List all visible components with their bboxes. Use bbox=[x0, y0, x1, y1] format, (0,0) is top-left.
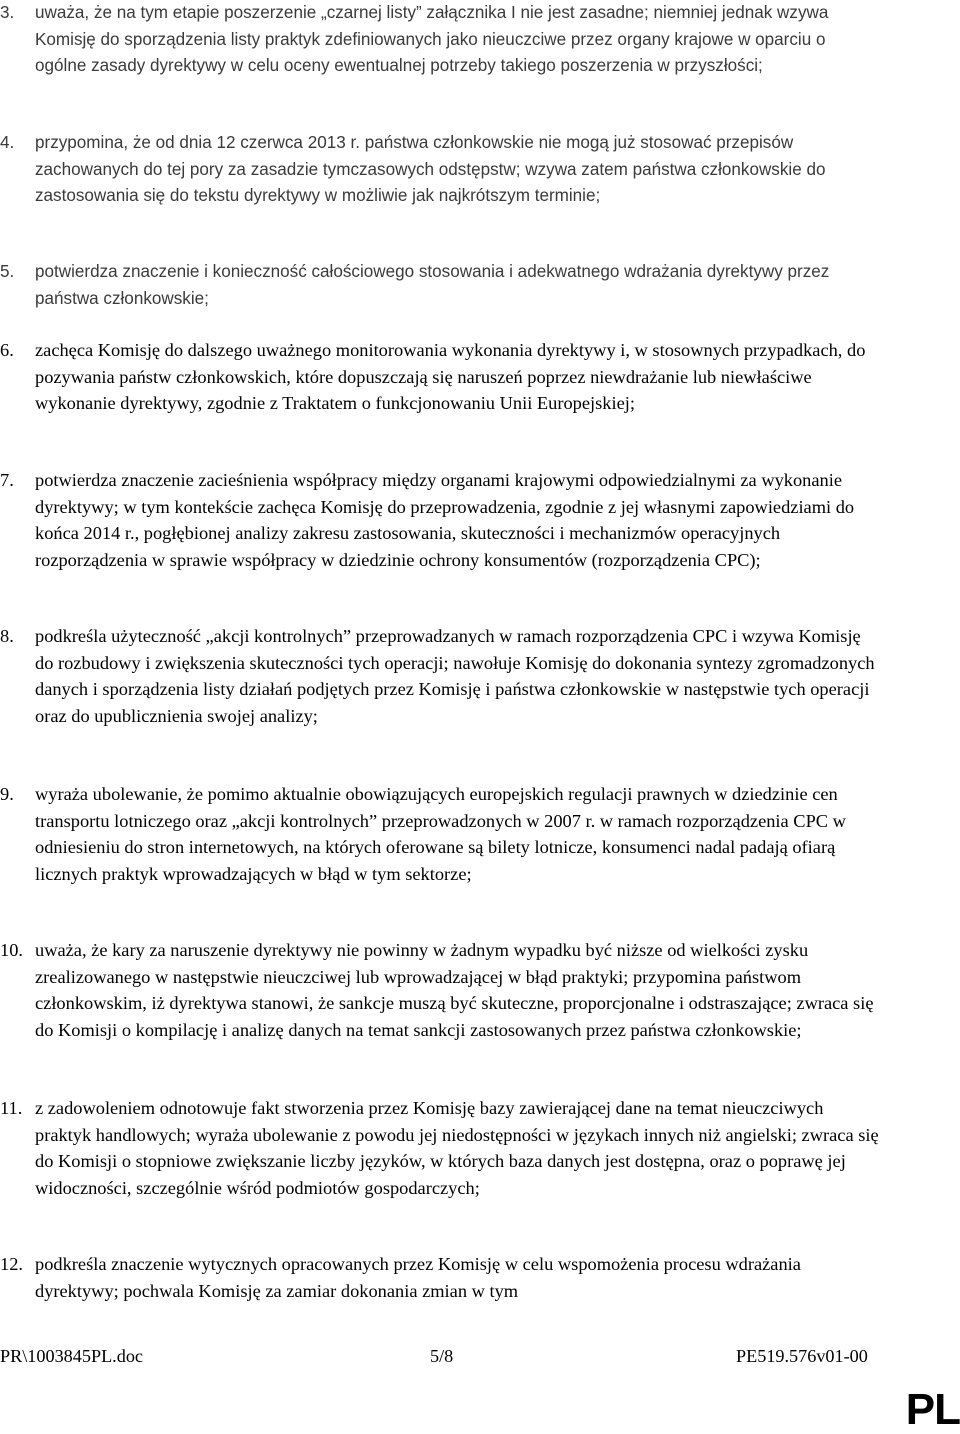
paragraph-text: podkreśla znaczenie wytycznych opracowanych przez Komisję w celu wspomożenia procesu wdrażania dyrektywy; pochwala Komisję za zamiar dokonania zmian w tym bbox=[35, 1254, 801, 1301]
paragraph-8 bbox=[0, 623, 880, 729]
paragraph-number: 12. bbox=[0, 1254, 23, 1274]
paragraph-3 bbox=[0, 0, 880, 80]
paragraph-text: uważa, że kary za naruszenie dyrektywy nie powinny w żadnym wypadku być niższe od wielkości zysku zrealizowanego w następstwie nieuczciwej lub wprowadzającej w błąd praktyki; przypomina państwom członkowskim, iż dyrektywa stanowi, że sankcje muszą być skuteczne, proporcjonalne i odstraszające; zwraca się do Komisji o kompilację i analizę danych na temat sankcji zastosowanych przez państwa członkowskie; bbox=[35, 940, 874, 1040]
paragraph-9 bbox=[0, 781, 880, 887]
paragraph-number: 6. bbox=[0, 340, 14, 360]
paragraph-6 bbox=[0, 337, 880, 417]
paragraph-number: 3. bbox=[0, 3, 15, 22]
paragraph-text: uważa, że na tym etapie poszerzenie „czarnej listy” załącznika I nie jest zasadne; niemniej jednak wzywa Komisję do sporządzenia listy praktyk zdefiniowanych jako nieuczciwe przez organy krajowe w oparciu o ogólne zasady dyrektywy w celu oceny ewentualnej potrzeby takiego poszerzenia w przyszłości; bbox=[35, 3, 829, 76]
paragraph-number: 11. bbox=[0, 1098, 23, 1118]
paragraph-text: zachęca Komisję do dalszego uważnego monitorowania wykonania dyrektywy i, w stosownych przypadkach, do pozywania państw członkowskich, które dopuszczają się naruszeń poprzez niewdrażanie lub niewłaściwe wykonanie dyrektywy, zgodnie z Traktatem o funkcjonowaniu Unii Europejskiej; bbox=[35, 340, 866, 414]
paragraph-text: z zadowoleniem odnotowuje fakt stworzenia przez Komisję bazy zawierającej dane na temat nieuczciwych praktyk handlowych; wyraża ubolewanie z powodu jej niedostępności w językach innych niż angielski; zwraca się do Komisji o stopniowe zwiększanie liczby języków, w których baza danych jest dostępna, oraz o poprawę jej widoczności, szczególnie wśród podmiotów gospodarczych; bbox=[35, 1098, 879, 1198]
paragraph-number: 9. bbox=[0, 784, 14, 804]
paragraph-text: podkreśla użyteczność „akcji kontrolnych” przeprowadzanych w ramach rozporządzenia CPC i wzywa Komisję do rozbudowy i zwiększenia skuteczności tych operacji; nawołuje Komisję do dokonania syntezy zgromadzonych danych i sporządzenia listy działań podjętych przez Komisję i państwa członkowskie w następstwie tych operacji oraz do upublicznienia swojej analizy; bbox=[35, 626, 875, 726]
footer-pe-reference: PE519.576v01-00 bbox=[736, 1346, 868, 1366]
paragraph-number: 7. bbox=[0, 470, 14, 490]
paragraph-text: przypomina, że od dnia 12 czerwca 2013 r. państwa członkowskie nie mogą już stosować przepisów zachowanych do tej pory za zasadzie tymczasowych odstępstw; wzywa zatem państwa członkowskie do zastosowania się do tekstu dyrektywy w możliwie jak najkrótszym terminie; bbox=[35, 133, 826, 206]
paragraph-number: 8. bbox=[0, 626, 14, 646]
paragraph-7 bbox=[0, 467, 880, 573]
footer-page-number: 5/8 bbox=[430, 1346, 454, 1366]
paragraph-number: 5. bbox=[0, 262, 15, 281]
paragraph-number: 4. bbox=[0, 133, 15, 152]
paragraph-5 bbox=[0, 259, 880, 312]
paragraph-text: potwierdza znaczenie zacieśnienia współpracy między organami krajowymi odpowiedzialnymi za wykonanie dyrektywy; w tym kontekście zachęca Komisję do przeprowadzenia, zgodnie z jej własnymi zapowiedziami do końca 2014 r., pogłębionej analizy zakresu zastosowania, skuteczności i mechanizmów operacyjnych rozporządzenia w sprawie współpracy w dziedzinie ochrony konsumentów (rozporządzenia CPC); bbox=[35, 470, 855, 570]
paragraph-12 bbox=[0, 1251, 880, 1304]
paragraph-text: wyraża ubolewanie, że pomimo aktualnie obowiązujących europejskich regulacji prawnych w dziedzinie cen transportu lotniczego oraz „akcji kontrolnych” przeprowadzonych w 2007 r. w ramach rozporządzenia CPC w odniesieniu do stron internetowych, na których oferowane są bilety lotnicze, konsumenci nadal padają ofiarą licznych praktyk wprowadzających w błąd w tym sektorze; bbox=[35, 784, 846, 884]
footer-document-reference: PR\1003845PL.doc bbox=[0, 1346, 143, 1366]
paragraph-number: 10. bbox=[0, 940, 23, 960]
paragraph-4 bbox=[0, 130, 880, 210]
paragraph-11 bbox=[0, 1095, 880, 1201]
language-code: PL bbox=[905, 1385, 960, 1434]
paragraph-text: potwierdza znaczenie i konieczność całościowego stosowania i adekwatnego wdrażania dyrektywy przez państwa członkowskie; bbox=[35, 262, 830, 308]
paragraph-10 bbox=[0, 937, 880, 1043]
